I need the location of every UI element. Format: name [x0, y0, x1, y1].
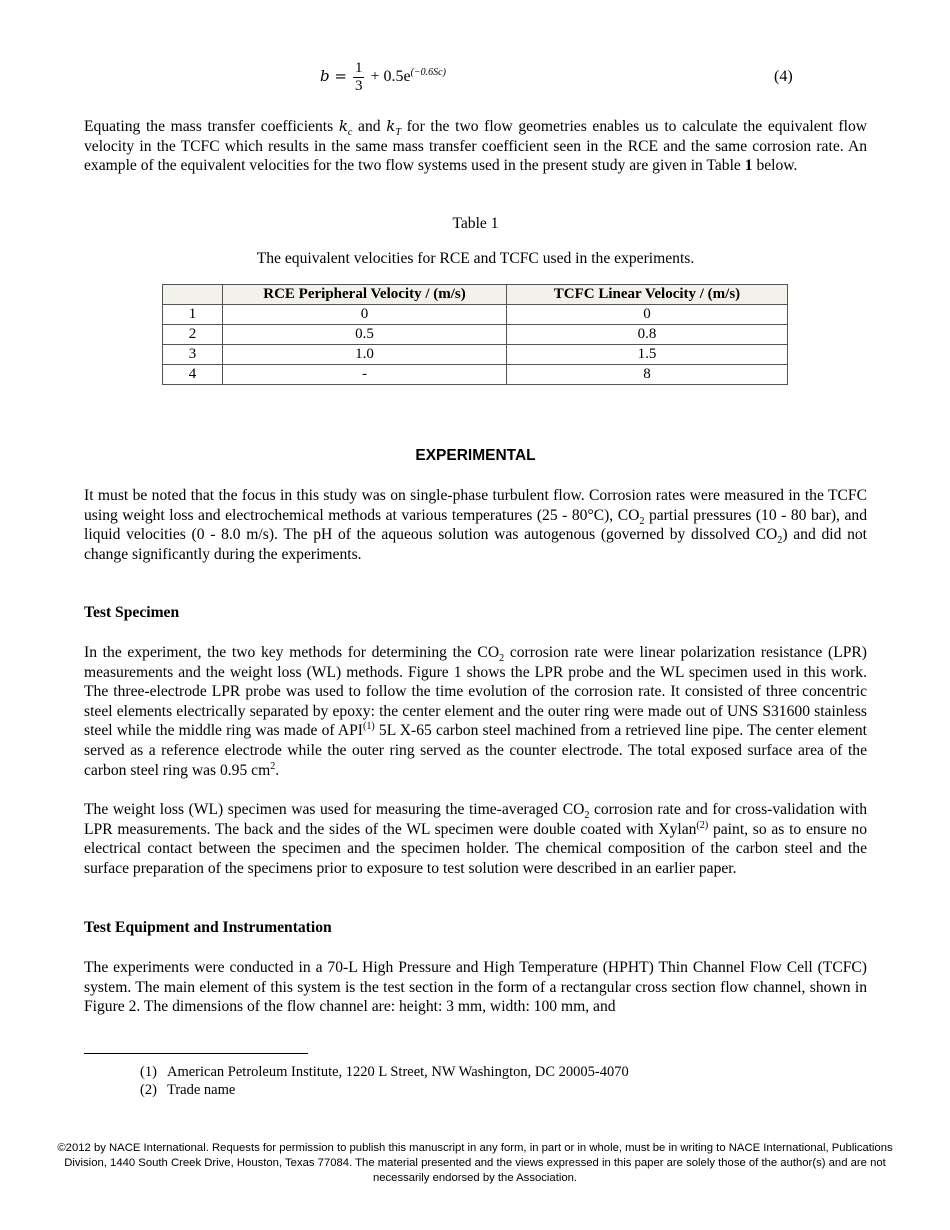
- table-cell: 8: [507, 365, 788, 385]
- table-cell: 0.5: [223, 325, 507, 345]
- table-cell: 0: [507, 305, 788, 325]
- table-cell: 1.5: [507, 345, 788, 365]
- table-cell: 0.8: [507, 325, 788, 345]
- section-heading-experimental: EXPERIMENTAL: [415, 447, 536, 464]
- table-header-cell: RCE Peripheral Velocity / (m/s): [223, 285, 507, 305]
- intro-paragraph: Equating the mass transfer coefficients $k_c$ and $k_T$ for the two flow geometries enables us to calculate the equivalent flow velocity in the TCFC which results in the same mass transfer coefficient seen in the RCE and the same corrosion rate. An example of the equivalent velocities for the two flow systems used in the present study are given in Table 1 below.: [84, 117, 868, 175]
- equation-number: (4): [774, 68, 793, 85]
- subheading-test-specimen: Test Specimen: [84, 604, 180, 621]
- table-cell: 3: [163, 345, 223, 365]
- equation-fraction: [353, 60, 365, 95]
- table-reference: 1: [744, 157, 753, 175]
- table-cell: 1: [163, 305, 223, 325]
- table-cell: -: [223, 365, 507, 385]
- table-header-cell: [163, 285, 223, 305]
- velocity-table: [162, 284, 788, 385]
- experimental-paragraph: It must be noted that the focus in this study was on single-phase turbulent flow. Corrosion rates were measured in the TCFC using weight loss and electrochemical methods at various temperatures (25 - 80°C), $CO_2$ partial pressures (10 - 80 bar), and liquid velocities (0 - 8.0 m/s). The pH of the aqueous solution was autogenous (governed by dissolved $CO_2$) and did not change significantly during the experiments.: [84, 487, 867, 563]
- equation-denominator: 3: [354, 78, 363, 94]
- table-row: [163, 365, 788, 385]
- table-cell: 2: [163, 325, 223, 345]
- footnote-2: (2) Trade name: [140, 1082, 236, 1098]
- equation-exponent: (−0.6Sc): [410, 66, 446, 78]
- table-caption: The equivalent velocities for RCE and TCFC used in the experiments.: [256, 250, 695, 267]
- test-equipment-paragraph: The experiments were conducted in a 70-L High Pressure and High Temperature (HPHT) Thin Channel Flow Cell (TCFC) system. The main element of this system is the test section in the form of a rectangular cross section flow channel, shown in Figure 2. The dimensions of the flow channel are: height: 3 mm, width: 100 mm, and: [84, 959, 867, 1016]
- table-row: [163, 305, 788, 325]
- footnote-1: (1) American Petroleum Institute, 1220 L Street, NW Washington, DC 20005-4070: [140, 1064, 629, 1080]
- equation-numerator: 1: [354, 60, 363, 76]
- footnote-divider: [84, 1053, 308, 1054]
- table-header-cell: TCFC Linear Velocity / (m/s): [507, 285, 788, 305]
- equation-4: [320, 60, 446, 95]
- copyright-notice: ©2012 by NACE International. Requests for permission to publish this manuscript in any form, in part or in whole, must be in writing to NACE International, Publications Division, 1440 South Creek Drive, Houston, Texas 77084. The material presented and the views expressed in this paper are solely those of the author(s) and are not necessarily endorsed by the Association.: [57, 1142, 893, 1184]
- test-specimen-paragraph-1: In the experiment, the two key methods for determining the $CO_2$ corrosion rate were linear polarization resistance (LPR) measurements and the weight loss (WL) methods. Figure 1 shows the LPR probe and the WL specimen used in this work. The three-electrode LPR probe was used to follow the time evolution of the corrosion rate. It consisted of three concentric steel elements electrically separated by epoxy: the center element and the outer ring were made out of UNS S31600 stainless steel while the middle ring was made of API$^{(1)}$ 5L X-65 carbon steel machined from a retrieved line pipe. The center element served as a reference electrode while the outer ring served as the counter electrode. The total exposed surface area of the carbon steel ring was 0.95 $cm^2$.: [84, 644, 867, 779]
- subheading-test-equipment: Test Equipment and Instrumentation: [84, 919, 332, 936]
- equation-rhs: + 0.5e: [370, 68, 411, 86]
- table-row: [163, 325, 788, 345]
- table-cell: 4: [163, 365, 223, 385]
- table-header-row: [163, 285, 788, 305]
- test-specimen-paragraph-2: The weight loss (WL) specimen was used for measuring the time-averaged $CO_2$ corrosion rate and for cross-validation with LPR measurements. The back and the sides of the WL specimen were double coated with Xylan$^{(2)}$ paint, so as to ensure no electrical contact between the specimen and the specimen holder. The chemical composition of the carbon steel and the surface preparation of the specimens prior to exposure to test solution were described in an earlier paper.: [84, 801, 867, 877]
- table-label: Table 1: [452, 215, 499, 232]
- table-row: [163, 345, 788, 365]
- table-cell: 0: [223, 305, 507, 325]
- table-cell: 1.0: [223, 345, 507, 365]
- equation-lhs: b =: [320, 67, 347, 86]
